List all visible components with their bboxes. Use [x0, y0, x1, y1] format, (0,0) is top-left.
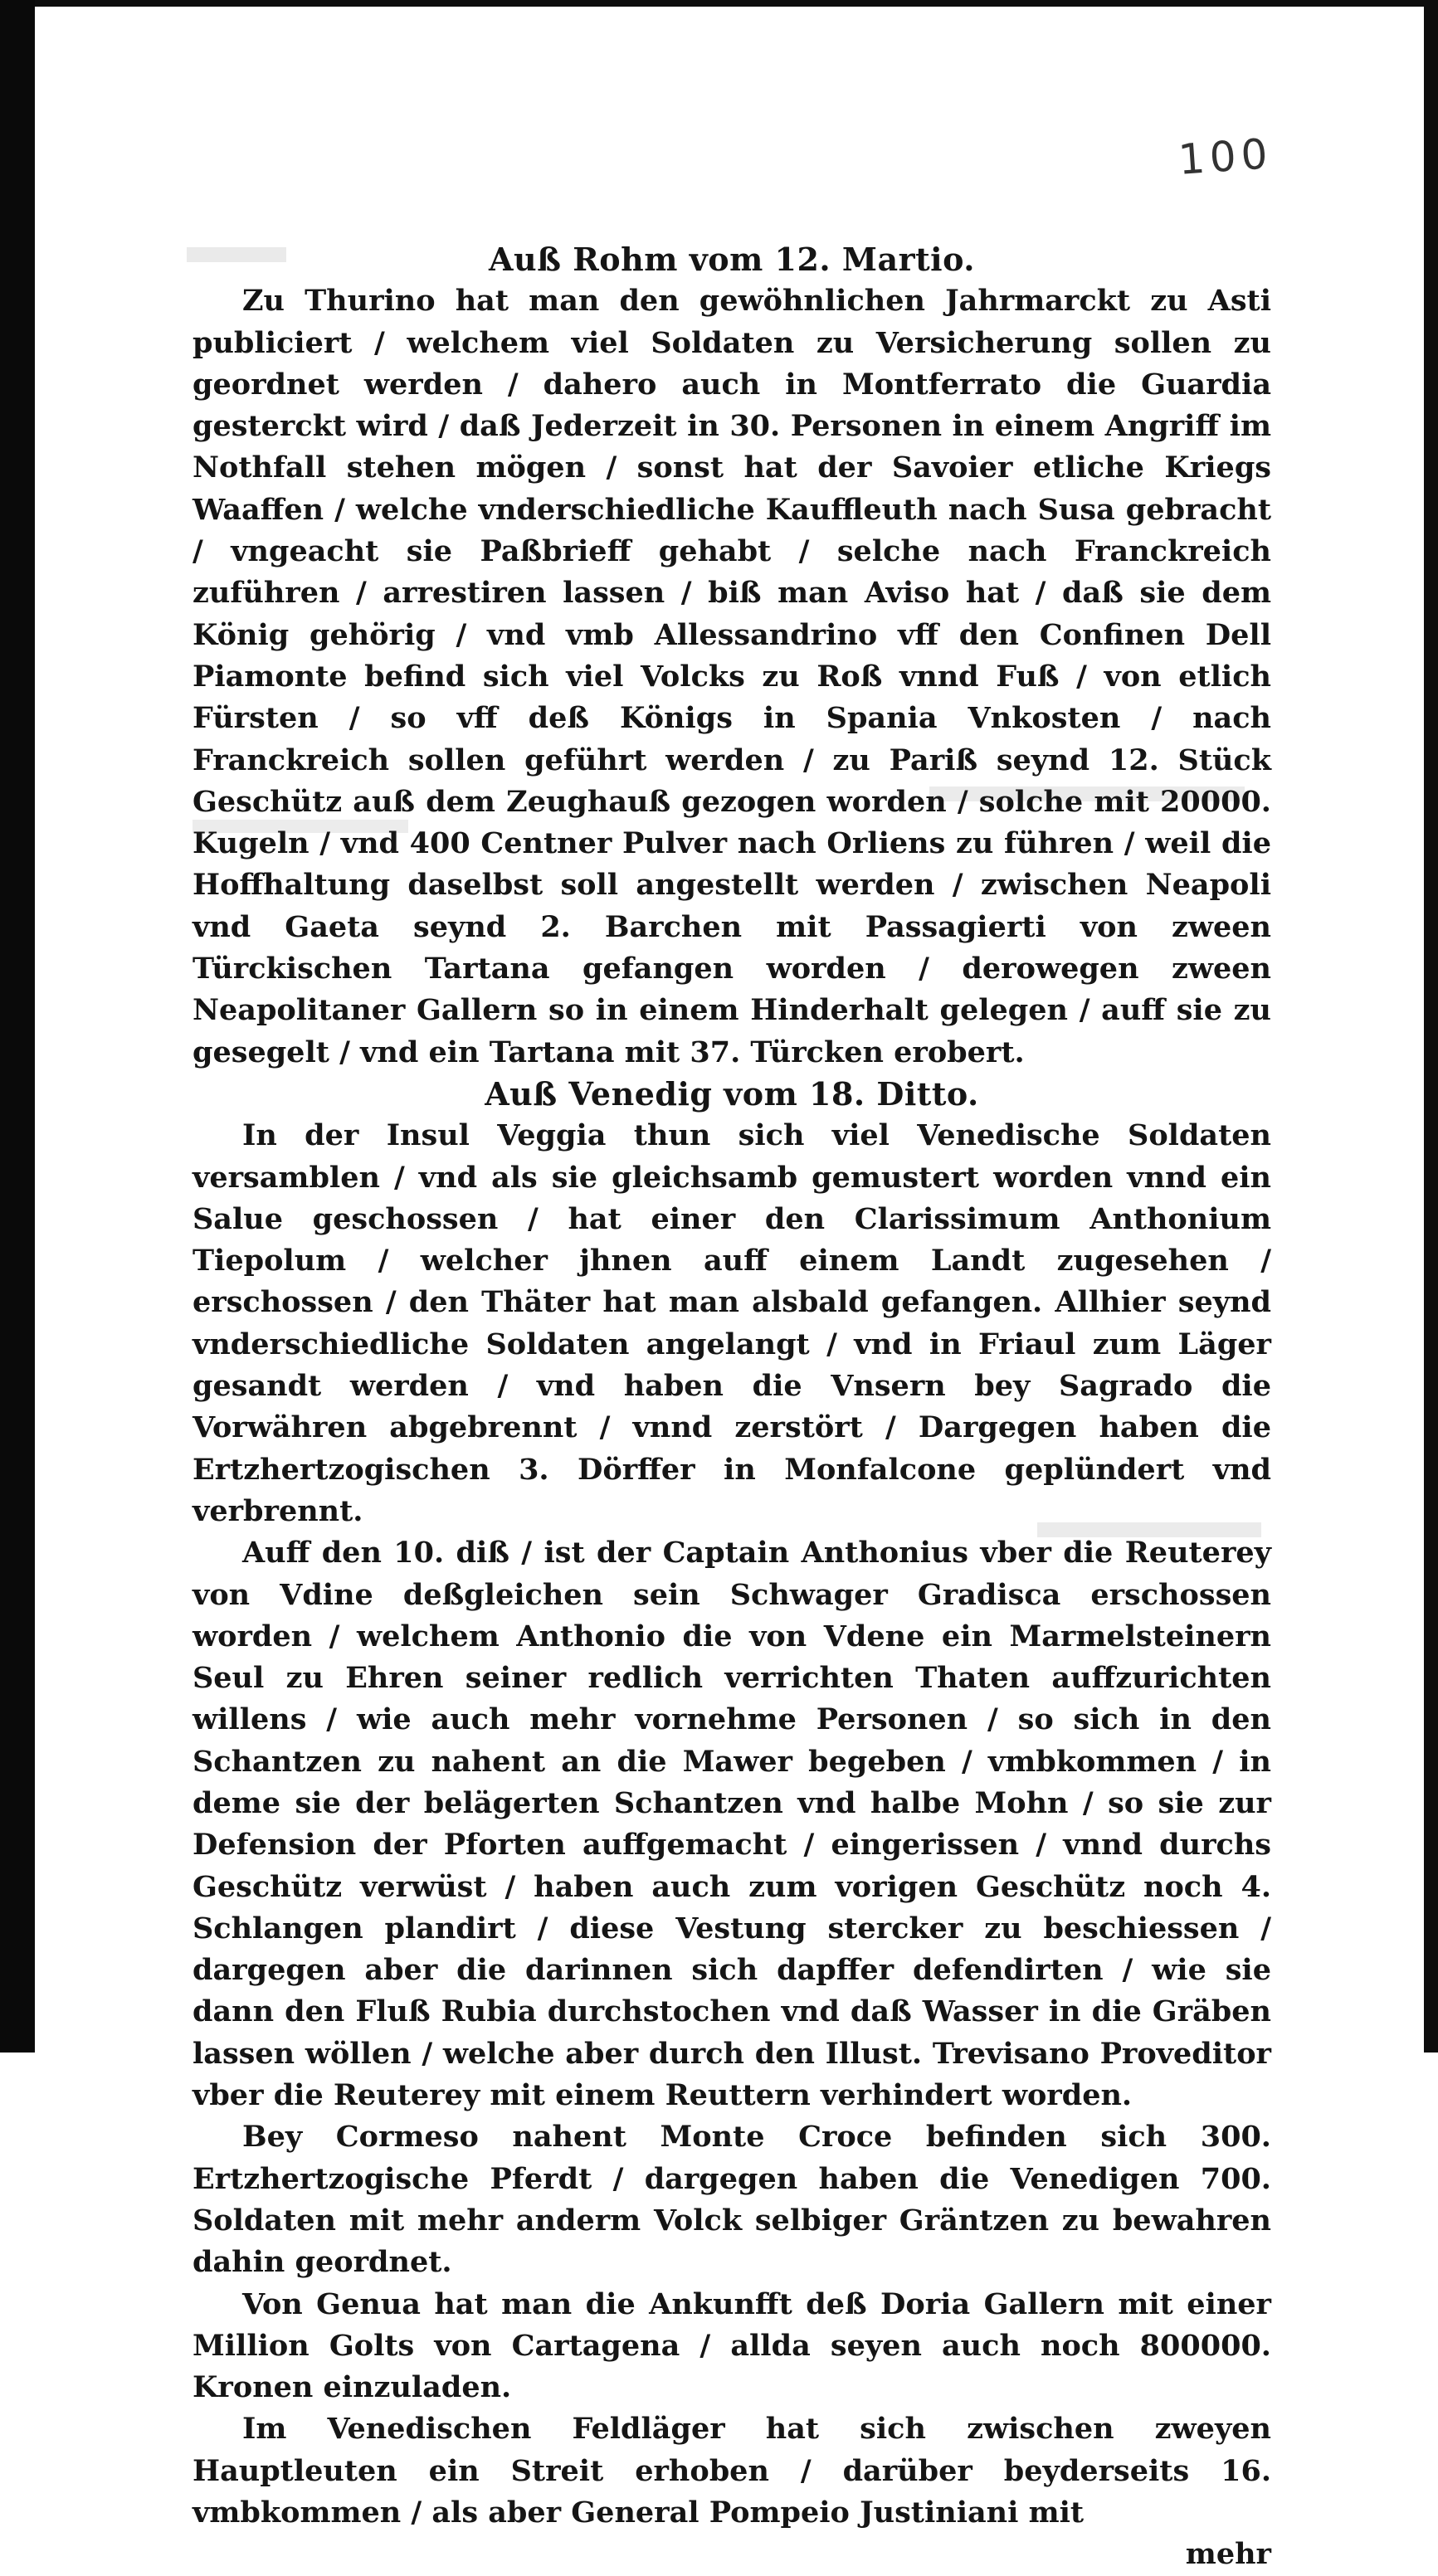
document-body: [193, 239, 1271, 2576]
section-heading: Auß Venedig vom 18. Ditto.: [485, 1074, 979, 1113]
paragraph: In der Insul Veggia thun sich viel Venedische Soldaten versamblen / vnd als sie gleichsamb gemustert worden vnnd ein Salue geschossen / hat einer den Clarissimum Anthonium Tiepolum / welcher jhnen auff einem Landt zugesehen / erschossen / den Thäter hat man alsbald gefangen. Allhier seynd vnderschiedliche Soldaten angelangt / vnd in Friaul zum Läger gesandt werden / vnd haben die Vnsern bey Sagrado die Vorwähren abgebrennt / vnnd zerstört / Dargegen haben die Ertzhertzogischen 3. Dörffer in Monfalcone geplündert vnd verbrennt.: [193, 1118, 1271, 1528]
scan-border-right: [1424, 0, 1438, 2053]
scan-border-top: [0, 0, 1438, 7]
paragraph: Im Venedischen Feldläger hat sich zwischen zweyen Hauptleuten ein Streit erhoben / darüber beyderseits 16. vmbkommen / als aber General Pompeio Justiniani mit: [193, 2412, 1271, 2530]
section-heading: Auß Rohm vom 12. Martio.: [488, 241, 975, 278]
scan-border-left: [0, 0, 35, 2053]
folio-mark: 100: [1177, 129, 1275, 184]
paragraph: Von Genua hat man die Ankunfft deß Doria Gallern mit einer Million Golts von Cartagena / allda seyen auch noch 800000. Kronen einzuladen.: [193, 2286, 1271, 2405]
paragraph: Zu Thurino hat man den gewöhnlichen Jahrmarckt zu Asti publiciert / welchem viel Soldaten zu Versicherung sollen zu geordnet werden / dahero auch in Montferrato die Guardia gesterckt wird / daß Jederzeit in 30. Personen in einem Angriff im Nothfall stehen mögen / sonst hat der Savoier etliche Kriegs Waaffen / welche vnderschiedliche Kauffleuth nach Susa gebracht / vngeacht sie Paßbrieff gehabt / selche nach Franckreich zuführen / arrestiren lassen / biß man Aviso hat / daß sie dem König gehörig / vnd vmb Allessandrino vff den Confinen Dell Piamonte befind sich viel Volcks zu Roß vnnd Fuß / von etlich Fürsten / so vff deß Königs in Spania Vnkosten / nach Franckreich sollen geführt werden / zu Pariß seynd 12. Stück Geschütz auß dem Zeughauß gezogen worden / solche mit 20000. Kugeln / vnd 400 Centner Pulver nach Orliens zu führen / weil die Hoffhaltung daselbst soll angestellt werden / zwischen Neapoli vnd Gaeta seynd 2. Barchen mit Passagierti von zween Türckischen Tartana gefangen worden / derowegen zween Neapolitaner Gallern so in einem Hinderhalt gelegen / auff sie zu gesegelt / vnd ein Tartana mit 37. Türcken erobert.: [193, 284, 1271, 1069]
catchword: mehr: [1185, 2537, 1271, 2572]
paragraph: Bey Cormeso nahent Monte Croce befinden sich 300. Ertzhertzogische Pferdt / dargegen haben die Venedigen 700. Soldaten mit mehr anderm Volck selbiger Gräntzen zu bewahren dahin geordnet.: [193, 2120, 1271, 2280]
paragraph: Auff den 10. diß / ist der Captain Anthonius vber die Reuterey von Vdine deßgleichen sein Schwager Gradisca erschossen worden / welchem Anthonio die von Vdene ein Marmelsteinern Seul zu Ehren seiner redlich verrichten Thaten auffzurichten willens / wie auch mehr vornehme Personen / so sich in den Schantzen zu nahent an die Mawer begeben / vmbkommen / in deme sie der belägerten Schantzen vnd halbe Mohn / so sie zur Defension der Pforten auffgemacht / eingerissen / vnnd durchs Geschütz verwüst / haben auch zum vorigen Geschütz noch 4. Schlangen plandirt / diese Vestung stercker zu beschiessen / dargegen aber die darinnen sich dapffer defendirten / wie sie dann den Fluß Rubia durchstochen vnd daß Wasser in die Gräben lassen wöllen / welche aber durch den Illust. Trevisano Proveditor vber die Reuterey mit einem Reuttern verhindert worden.: [193, 1536, 1271, 2113]
